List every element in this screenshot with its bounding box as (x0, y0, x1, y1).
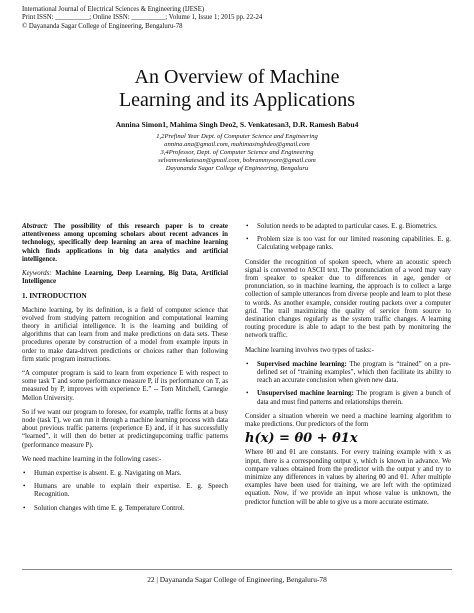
journal-name: International Journal of Electrical Sciences & Engineering (IJESE) (22, 6, 205, 13)
body-paragraph: Where θ0 and θ1 are constants. For every training example with x as input, there is a corresponding output y, which is known in advance. We compare values obtained from the predictor with the output y and try to minimize any differences in values by altering θ0 and θ1. After multiple examples have been used for training, we are left with the optimized equation. Now, if we provide an input whose value is unknown, the predictor function will be able to give us a more accurate estimate. (245, 449, 451, 506)
list-item: • Human expertise is absent. E. g. Navigating on Mars. (34, 470, 228, 478)
affiliation-line: 3,4Professor, Dept. of Computer Science and Engineering (160, 149, 314, 156)
author-list: Annina Simon1, Mahima Singh Deo2, S. Venkatesan3, D.R. Ramesh Babu4 (115, 120, 359, 129)
intro-quote: “A computer program is said to learn from experience E with respect to some task T and some performance measure P, if its performance on T, as measured by P, improves with experience E.” -- Tom Mitchell, Carnegie Mellon University. (22, 370, 228, 402)
task-type-label: Unsupervised machine learning: (257, 390, 354, 398)
task-type-label: Supervised machine learning: (257, 360, 347, 368)
intro-paragraph: Machine learning, by its definition, is a field of computer science that evolved from studying pattern recognition and computational learning theory in artificial intelligence. It is the learning and building of algorithms that can learn from and make predictions on data sets. These procedures operate by construction of a model from example inputs in order to make data-driven predictions or choices rather than following firm static program instructions. (22, 306, 228, 363)
list-item: • Solution needs to be adapted to particular cases. E. g. Biometrics. (257, 223, 451, 231)
affiliation-line: 1,2Prefinal Year Dept. of Computer Science and Engineering (156, 133, 318, 140)
intro-paragraph: So if we want our program to foresee, for example, traffic forms at a busy node (task T), we can run it through a machine learning process with data about previous traffic patterns (experience E) and, if it has successfully “learned”, it will then do better at predictingupcoming traffic patterns (performance measure P). (22, 408, 228, 449)
keywords (22, 270, 228, 286)
affiliation-emails: annina.ana@gmail.com, mahimasinghdeo@gmail.com (164, 141, 310, 148)
abstract-label: Abstract: (22, 223, 49, 230)
body-paragraph: Machine learning involves two types of tasks:- (245, 346, 374, 354)
list-item (257, 361, 451, 386)
task-type-text: The program is “trained” on a pre-defined set of “training examples”, which then facilitate its ability to reach an accurate conclusion when given new data. (257, 360, 451, 385)
footer-rule (22, 569, 452, 570)
title-line-2: Learning and its Applications (118, 89, 356, 111)
page-footer: 22 | Dayananda Sagar College of Engineering, Bengaluru-78 (147, 575, 327, 584)
predictor-formula: h(x) = θ0 + θ1x (245, 431, 358, 447)
affiliation-institution: Dayananda Sagar College of Engineering, Bengaluru (165, 165, 309, 172)
abstract (22, 223, 228, 264)
left-column (22, 223, 228, 519)
body-paragraph: Consider a situation wherein we need a machine learning algorithm to make predictions. Our predictors of the form (245, 412, 451, 429)
right-column (245, 223, 451, 513)
affiliations (0, 133, 474, 173)
section-heading: 1. INTRODUCTION (22, 292, 87, 301)
cases-list (22, 470, 228, 513)
list-item: • Humans are unable to explain their expertise. E. g. Speech Recognition. (34, 483, 228, 499)
affiliation-emails: selvamvenkatesan@gmail.com, bobrammysore@gmail.com (158, 157, 316, 164)
abstract-text: The possibility of this research paper is to create attentiveness among upcoming scholars about recent advances in technology, specifically deep learning an area of machine learning which finds applications in big data analytics and artificial intelligence. (22, 223, 228, 263)
intro-paragraph: We need machine learning in the following cases:- (22, 455, 162, 463)
journal-issn: Print ISSN: __________; Online ISSN: __________; Volume 1, Issue 1; 2015 pp. 22-24 (22, 14, 263, 22)
list-item: • Problem size is too vast for our limited reasoning capabilities. E. g. Calculating webpage ranks. (257, 236, 451, 252)
cases-list-continued (245, 223, 451, 253)
paper-title (0, 66, 474, 112)
keywords-text: Machine Learning, Deep Learning, Big Data, Artificial Intelligence (22, 270, 228, 286)
task-type-text: The program is given a bunch of data and must find patterns and relationships therein. (257, 390, 451, 406)
body-paragraph: Consider the recognition of spoken speech, where an acoustic speech signal is converted to ASCII text. The pronunciation of a word may vary from speaker to speaker due to differences in age, gender or pronunciation, so in machine learning, the approach is to collect a large collection of sample utterances from diverse people and learn to plot these to words. As another example, consider routing packets over a computer grid. The trail maximizing the quality of service from source to destination changes regularly as the system traffic changes. A learning routing procedure is able to adapt to the best path by monitoring the network traffic. (245, 258, 451, 340)
keywords-label: Keywords: (22, 270, 52, 278)
journal-header (22, 6, 262, 31)
list-item: • Solution changes with time E. g. Temperature Control. (34, 505, 228, 513)
list-item (257, 390, 451, 406)
title-line-1: An Overview of Machine (134, 66, 340, 88)
task-types-list (245, 361, 451, 407)
journal-copyright: © Dayananda Sagar College of Engineering, Bengaluru-78 (22, 22, 183, 30)
